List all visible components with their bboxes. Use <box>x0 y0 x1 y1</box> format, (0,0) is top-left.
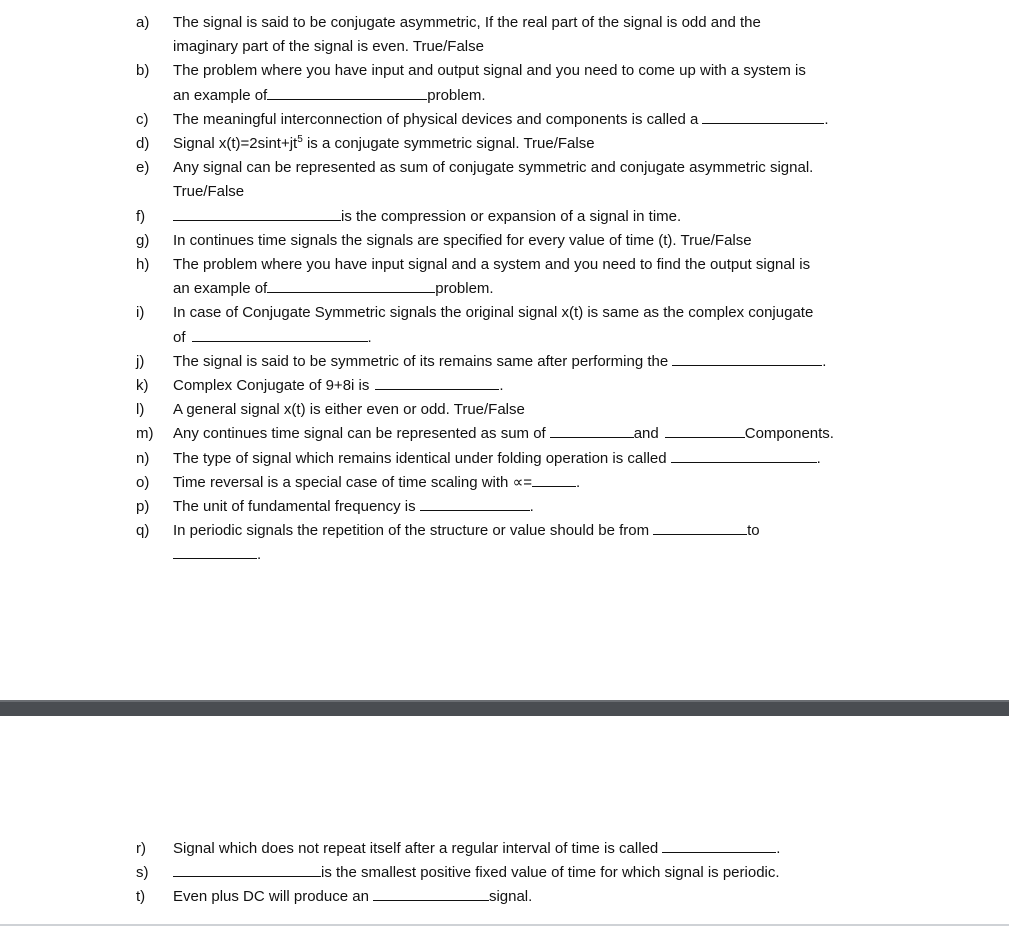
question-text: Any signal can be represented as sum of conjugate symmetric and conjugate asymmetric signal. <box>173 159 814 177</box>
question-text: Components. <box>744 425 834 443</box>
question-text: problem. <box>435 280 494 298</box>
answer-blank <box>532 472 576 487</box>
answer-blank <box>375 375 499 390</box>
item-marker: a) <box>136 14 150 31</box>
answer-blank <box>173 206 341 221</box>
answer-blank <box>702 109 824 124</box>
question-text: Signal which does not repeat itself after a regular interval of time is called <box>173 840 659 857</box>
question-text: of <box>173 328 186 346</box>
question-text: is the compression or expansion of a signal in time. <box>341 207 682 225</box>
question-o <box>136 471 906 495</box>
question-text: True/False <box>173 183 245 201</box>
question-text: to <box>747 522 760 540</box>
answer-blank <box>192 327 368 342</box>
answer-blank <box>420 496 530 511</box>
answer-blank <box>173 544 257 559</box>
item-marker: e) <box>136 159 150 177</box>
item-marker: o) <box>136 473 150 491</box>
question-text: The signal is said to be conjugate asymmetric, If the real part of the signal is odd and the <box>173 14 761 31</box>
question-m <box>136 422 906 446</box>
question-d <box>136 132 906 156</box>
item-marker: l) <box>136 401 145 419</box>
question-text: problem. <box>427 86 486 104</box>
item-marker: n) <box>136 449 150 467</box>
item-marker: m) <box>136 425 154 443</box>
answer-blank <box>550 423 634 438</box>
question-text: . <box>257 546 262 564</box>
question-text: an example of <box>173 86 268 104</box>
item-marker: q) <box>136 522 150 540</box>
item-marker: j) <box>136 352 145 370</box>
question-text: . <box>576 473 581 491</box>
question-text: Any continues time signal can be represented as sum of <box>173 425 546 443</box>
question-c <box>136 108 906 132</box>
question-text: The unit of fundamental frequency is <box>173 498 416 516</box>
question-text: The problem where you have input and output signal and you need to come up with a system is <box>173 62 806 80</box>
question-text: imaginary part of the signal is even. True/False <box>173 38 484 56</box>
question-k <box>136 374 906 398</box>
answer-blank <box>267 85 427 100</box>
question-t <box>136 885 906 909</box>
item-marker: g) <box>136 231 150 249</box>
question-text: . <box>822 352 827 370</box>
item-marker: p) <box>136 498 150 516</box>
question-p <box>136 495 906 519</box>
item-marker: t) <box>136 888 146 906</box>
exponent: 5 <box>297 134 303 146</box>
page-divider <box>0 700 1009 716</box>
question-h <box>136 253 906 301</box>
document-page-2 <box>0 716 1009 926</box>
answer-blank <box>267 278 435 293</box>
question-r <box>136 837 906 861</box>
item-marker: i) <box>136 304 145 322</box>
item-marker: f) <box>136 207 146 225</box>
item-marker: b) <box>136 62 150 80</box>
question-text: . <box>499 377 504 395</box>
question-text: an example of <box>173 280 268 298</box>
question-text: signal. <box>488 888 533 906</box>
question-text: . <box>776 840 781 857</box>
question-text: is a conjugate symmetric signal. True/False <box>302 135 595 153</box>
question-list <box>136 11 906 568</box>
question-e <box>136 156 906 204</box>
question-text: A general signal x(t) is either even or odd. True/False <box>173 401 525 419</box>
question-g <box>136 229 906 253</box>
answer-blank <box>671 448 817 463</box>
question-i <box>136 301 906 349</box>
question-text: . <box>816 449 821 467</box>
item-marker: r) <box>136 840 146 857</box>
question-text: Time reversal is a special case of time scaling with ∝= <box>173 473 533 491</box>
question-list <box>136 837 906 910</box>
answer-blank <box>662 838 776 853</box>
question-f <box>136 205 906 229</box>
answer-blank <box>653 520 747 535</box>
item-marker: k) <box>136 377 149 395</box>
question-text: The type of signal which remains identical under folding operation is called <box>173 449 667 467</box>
answer-blank <box>665 423 745 438</box>
question-text: is the smallest positive fixed value of time for which signal is periodic. <box>321 864 780 882</box>
question-text: . <box>367 328 372 346</box>
question-text: Signal x(t)=2sint+jt <box>173 135 298 153</box>
question-text: Complex Conjugate of 9+8i is <box>173 377 370 395</box>
item-marker: c) <box>136 110 149 128</box>
question-q <box>136 519 906 567</box>
answer-blank <box>173 862 321 877</box>
item-marker: d) <box>136 135 150 153</box>
question-text: In periodic signals the repetition of the structure or value should be from <box>173 522 650 540</box>
question-text: The meaningful interconnection of physical devices and components is called a <box>173 110 699 128</box>
question-text: In case of Conjugate Symmetric signals the original signal x(t) is same as the complex conjugate <box>173 304 814 322</box>
question-n <box>136 447 906 471</box>
question-s <box>136 861 906 885</box>
question-text: The problem where you have input signal and a system and you need to find the output signal is <box>173 256 811 274</box>
question-a <box>136 11 906 59</box>
answer-blank <box>373 886 489 901</box>
question-j <box>136 350 906 374</box>
question-text: . <box>824 110 829 128</box>
question-text: . <box>529 498 534 516</box>
question-b <box>136 59 906 107</box>
question-text: The signal is said to be symmetric of its remains same after performing the <box>173 352 669 370</box>
question-text: In continues time signals the signals are specified for every value of time (t). True/False <box>173 231 752 249</box>
answer-blank <box>672 351 822 366</box>
question-text: Even plus DC will produce an <box>173 888 369 906</box>
item-marker: h) <box>136 256 150 274</box>
question-l <box>136 398 906 422</box>
item-marker: s) <box>136 864 149 882</box>
question-text: and <box>633 425 659 443</box>
